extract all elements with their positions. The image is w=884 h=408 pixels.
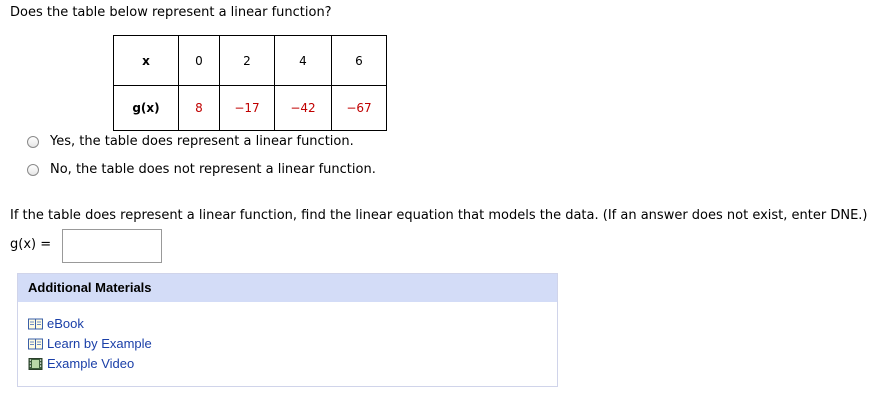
radio-button-no[interactable] (27, 164, 39, 176)
example-video-link-label: Example Video (47, 356, 135, 371)
learn-by-example-link[interactable] (28, 336, 152, 351)
book-icon (28, 338, 43, 350)
radio-button-yes[interactable] (27, 136, 39, 148)
film-icon (28, 358, 43, 370)
function-table (113, 35, 387, 131)
gx-value-cell: 8 (179, 86, 220, 131)
x-value-cell: 6 (332, 36, 387, 86)
gx-header: g(x) (114, 86, 179, 131)
learn-by-example-link-label: Learn by Example (47, 336, 152, 351)
additional-materials-header: Additional Materials (18, 274, 557, 302)
ebook-link[interactable] (28, 316, 84, 331)
gx-value-cell: −67 (332, 86, 387, 131)
x-value-cell: 4 (275, 36, 332, 86)
answer-input[interactable] (62, 229, 162, 263)
answer-label: g(x) = (10, 237, 52, 252)
option-no[interactable] (27, 162, 376, 177)
ebook-link-label: eBook (47, 316, 84, 331)
x-value-cell: 0 (179, 36, 220, 86)
option-no-label: No, the table does not represent a linear function. (50, 162, 376, 177)
x-header: x (114, 36, 179, 86)
gx-row (114, 86, 387, 131)
followup-instructions: If the table does represent a linear function, find the linear equation that models the data. (If an answer does not exist, enter DNE.) (10, 208, 868, 223)
gx-value-cell: −17 (220, 86, 275, 131)
option-yes-label: Yes, the table does represent a linear function. (50, 134, 354, 149)
x-row (114, 36, 387, 86)
option-yes[interactable] (27, 134, 354, 149)
book-icon (28, 318, 43, 330)
example-video-link[interactable] (28, 356, 134, 371)
question-text: Does the table below represent a linear function? (10, 5, 332, 20)
additional-materials-panel (17, 273, 558, 387)
gx-value-cell: −42 (275, 86, 332, 131)
x-value-cell: 2 (220, 36, 275, 86)
